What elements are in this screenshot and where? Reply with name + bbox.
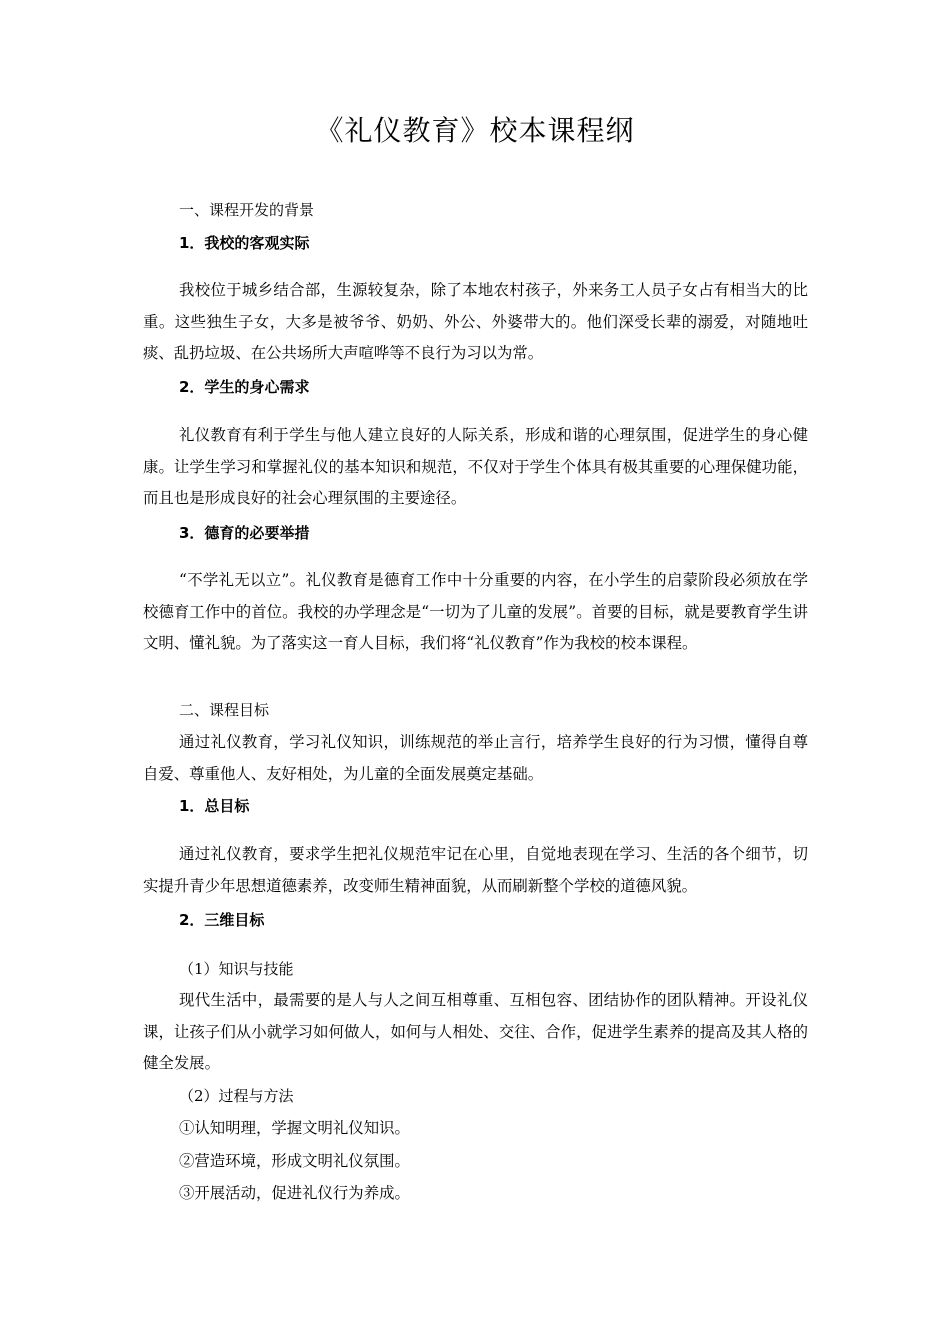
knowledge-skills-paragraph: 现代生活中，最需要的是人与人之间互相尊重、互相包容、团结协作的团队精神。开设礼仪课，让孩子们从小就学习如何做人，如何与人相处、交往、合作，促进学生素养的提高及其人格的健全发展。 (143, 991, 808, 1072)
section-2-paragraph: 通过礼仪教育，学习礼仪知识，训练规范的举止言行，培养学生良好的行为习惯，懂得自尊自爱、尊重他人、友好相处，为儿童的全面发展奠定基础。 (143, 733, 808, 783)
process-point-1: ①认知明理，学握文明礼仪知识。 (179, 1119, 410, 1137)
section-1-1-heading: 1．我校的客观实际 (179, 234, 310, 252)
process-method-heading: （2）过程与方法 (179, 1087, 294, 1105)
section-2-1-heading: 1．总目标 (179, 797, 250, 815)
section-1-1-paragraph: 我校位于城乡结合部，生源较复杂，除了本地农村孩子，外来务工人员子女占有相当大的比重。这些独生子女，大多是被爷爷、奶奶、外公、外婆带大的。他们深受长辈的溺爱，对随地吐痰、乱扔垃圾、在公共场所大声喧哗等不良行为习以为常。 (143, 281, 808, 362)
knowledge-skills-heading: （1）知识与技能 (179, 960, 294, 978)
section-2-2-heading: 2．三维目标 (179, 911, 265, 929)
section-1-heading: 一、课程开发的背景 (179, 201, 315, 219)
section-1-3-paragraph: “不学礼无以立”。礼仪教育是德育工作中十分重要的内容，在小学生的启蒙阶段必须放在学校德育工作中的首位。我校的办学理念是“一切为了儿童的发展”。首要的目标，就是要教育学生讲文明、懂礼貌。为了落实这一育人目标，我们将“礼仪教育”作为我校的校本课程。 (143, 571, 808, 652)
section-1-3-heading: 3．德育的必要举措 (179, 524, 310, 542)
process-point-2: ②营造环境，形成文明礼仪氛围。 (179, 1152, 410, 1170)
section-2-1-paragraph: 通过礼仪教育，要求学生把礼仪规范牢记在心里，自觉地表现在学习、生活的各个细节，切实提升青少年思想道德素养，改变师生精神面貌，从而刷新整个学校的道德风貌。 (143, 845, 808, 895)
section-1-2-heading: 2．学生的身心需求 (179, 378, 310, 396)
section-2-heading: 二、课程目标 (179, 701, 270, 719)
section-1-2-paragraph: 礼仪教育有利于学生与他人建立良好的人际关系，形成和谐的心理氛围，促进学生的身心健康。让学生学习和掌握礼仪的基本知识和规范，不仅对于学生个体具有极其重要的心理保健功能，而且也是形成良好的社会心理氛围的主要途径。 (143, 426, 808, 507)
process-point-3: ③开展活动，促进礼仪行为养成。 (179, 1184, 410, 1202)
document-title: 《礼仪教育》校本课程纲 (315, 114, 635, 147)
